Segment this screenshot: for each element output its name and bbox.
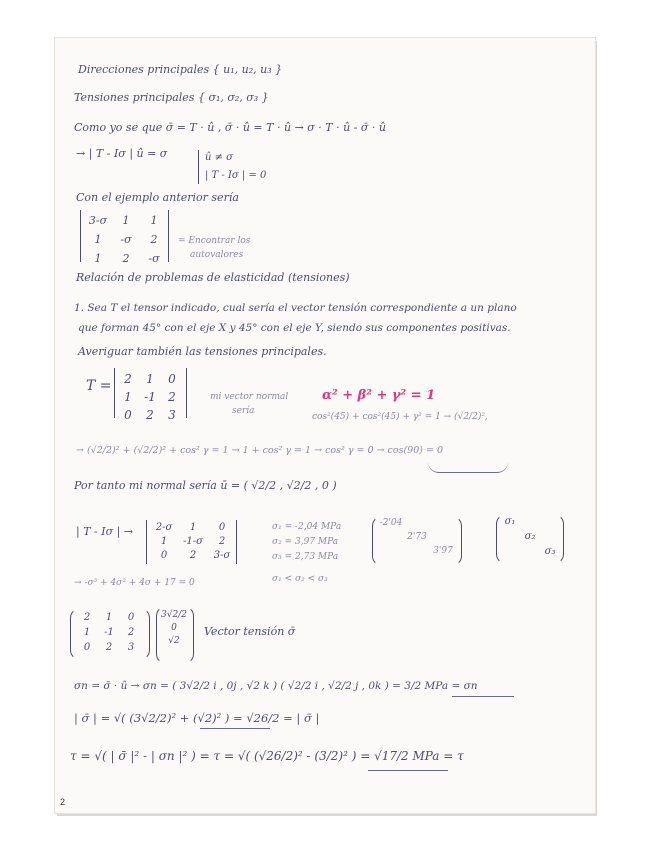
sigma2-value: σ₂ = 3,97 MPa: [272, 537, 339, 547]
matrix-cell: -2'04: [379, 518, 403, 528]
matrix-cell: [404, 546, 430, 556]
matrix-cell: [378, 532, 404, 542]
sigma3-value: σ₃ = 2,73 MPa: [272, 552, 339, 562]
matrix-cell: 3'97: [433, 546, 453, 556]
matrix-cell: 2: [122, 252, 130, 265]
line-det-zero: | T - Iσ | = 0: [205, 170, 267, 181]
det-bar-left: [146, 520, 147, 564]
result-vector: [160, 610, 188, 646]
matrix-cell: 0: [124, 408, 132, 422]
normal-derivation: → (√2/2)² + (√2/2)² + cos² γ = 1 → 1 + cos² γ = 1 → cos² γ = 0 → cos(90) = 0: [76, 445, 444, 456]
note-vector-normal: mi vector normal: [210, 392, 289, 402]
matrix-cell: 2: [150, 233, 158, 246]
underline-tau: [368, 770, 448, 771]
characteristic-matrix: [150, 522, 236, 561]
matrix-cell: 2: [105, 642, 113, 653]
product-matrix: [76, 612, 142, 653]
note-encontrar: = Encontrar los: [178, 236, 251, 246]
matrix-cell: 3-σ: [88, 214, 108, 227]
underline-magnitude: [200, 728, 270, 729]
section-heading: Relación de problemas de elasticidad (tensiones): [76, 271, 350, 284]
matrix-cell: [540, 516, 560, 527]
matrix-cell: [520, 546, 540, 557]
matrix-cell: 2'73: [407, 532, 427, 542]
matrix-cell: [430, 518, 456, 528]
vector-cell: 0: [171, 623, 177, 633]
line-como-yo-se: Como yo se que σ̄ = T · û , σ̄ · û = T · û → σ · T · û - σ̄ · û: [74, 121, 386, 134]
matrix-cell: 0: [218, 522, 226, 533]
line-principal-directions: Direcciones principales { u₁, u₂, u₃ }: [78, 63, 283, 76]
matrix-cell: 1: [150, 214, 158, 227]
sigma1-value: σ₁ = -2,04 MPa: [272, 522, 342, 532]
brace: [198, 150, 199, 184]
characteristic-det: | T - Iσ | →: [76, 525, 134, 538]
stress-magnitude-eq: | σ̄ | = √( (3√2/2)² + (√2)² ) = √26/2 = | σ̄ |: [74, 711, 320, 725]
matrix-cell: 2: [218, 536, 226, 547]
matrix-cell: 3: [168, 408, 176, 422]
line-principal-tensions: Tensiones principales { σ₁, σ₂, σ₃ }: [74, 91, 269, 104]
matrix-cell: [540, 531, 560, 542]
matrix-cell: 1: [146, 372, 154, 386]
normal-stress-eq: σn = σ̄ · û → σn = ( 3√2/2 i , 0j , √2 k ) ( √2/2 i , √2/2 j , 0k ) = 3/2 MPa = σn: [74, 680, 478, 692]
cubic-equation: → -σ³ + 4σ² + 4σ + 17 = 0: [74, 578, 195, 588]
matrix-cell: 2: [189, 550, 197, 561]
underline-cos: [428, 462, 508, 473]
t-label: T =: [86, 378, 112, 394]
matrix-cell: -1-σ: [183, 536, 203, 547]
eigen-matrix: [84, 214, 168, 265]
matrix-cell: 2: [124, 372, 132, 386]
matrix-cell: σ₁: [504, 516, 516, 527]
direction-cosines-eq: α² + β² + γ² = 1: [322, 388, 436, 403]
matrix-cell: 2: [168, 390, 176, 404]
vector-cell: √2: [168, 636, 180, 646]
problem-line-3: Averiguar también las tensiones principales.: [78, 345, 327, 358]
note-autovalores: autovalores: [190, 250, 244, 260]
t-bar-left: [114, 368, 115, 418]
matrix-cell: [500, 531, 520, 542]
matrix-cell: 3: [127, 642, 135, 653]
page-number: 2: [60, 797, 66, 807]
matrix-cell: -σ: [148, 252, 160, 265]
matrix-cell: [500, 546, 520, 557]
problem-line-2: que forman 45° con el eje X y 45° con el eje Y, siendo sus componentes positivas.: [78, 322, 511, 334]
matrix-cell: 1: [94, 252, 102, 265]
line-u-not-zero: û ≠ σ: [205, 152, 234, 163]
matrix-cell: 0: [160, 550, 168, 561]
matrix-cell: σ₂: [524, 531, 536, 542]
line-ejemplo: Con el ejemplo anterior sería: [76, 191, 239, 204]
matrix-cell: [378, 546, 404, 556]
det-bar-right: [236, 520, 237, 564]
normal-result: Por tanto mi normal sería ū = ( √2/2 , √2/2 , 0 ): [74, 479, 337, 492]
matrix-cell: 0: [168, 372, 176, 386]
matrix-cell: [404, 518, 430, 528]
matrix-cell: 1: [94, 233, 102, 246]
tensor-matrix: [117, 372, 183, 422]
matrix-cell: 2: [146, 408, 154, 422]
matrix-bar-right: [168, 210, 169, 262]
underline-sigma-n: [452, 696, 514, 697]
matrix-cell: 3-σ: [213, 550, 231, 561]
sigma-matrix: [500, 516, 560, 557]
matrix-cell: 1: [189, 522, 197, 533]
matrix-cell: 1: [124, 390, 132, 404]
matrix-cell: -1: [144, 390, 156, 404]
matrix-cell: 2: [83, 612, 91, 623]
matrix-cell: σ₃: [544, 546, 556, 557]
shear-stress-eq: τ = √( | σ̄ |² - | σn |² ) = τ = √( (√26/2)² - (3/2)² ) = √17/2 MPa = τ: [70, 749, 464, 763]
matrix-cell: 1: [160, 536, 168, 547]
matrix-cell: 1: [83, 627, 91, 638]
problem-line-1: 1. Sea T el tensor indicado, cual sería el vector tensión correspondiente a un plano: [74, 302, 517, 314]
matrix-cell: [520, 516, 540, 527]
matrix-cell: 1: [105, 612, 113, 623]
matrix-cell: -σ: [120, 233, 132, 246]
cos-eq: cos²(45) + cos²(45) + γ² = 1 → (√2/2)²,: [312, 412, 488, 422]
note-seria: sería: [232, 406, 255, 416]
vector-cell: 3√2/2: [161, 610, 187, 620]
diag-matrix: [378, 518, 456, 556]
matrix-cell: 1: [122, 214, 130, 227]
vector-tension-label: Vector tensión σ̄: [204, 625, 296, 638]
line-determinant-eq: → | T - Iσ | û = σ: [76, 147, 168, 160]
matrix-cell: 2: [127, 627, 135, 638]
matrix-bar-left: [80, 210, 81, 262]
matrix-cell: 0: [83, 642, 91, 653]
matrix-cell: -1: [104, 627, 114, 638]
sigma-order: σ₁ < σ₂ < σ₃: [272, 574, 328, 584]
t-bar-right: [186, 368, 187, 418]
matrix-cell: 2-σ: [155, 522, 173, 533]
matrix-cell: [430, 532, 456, 542]
matrix-cell: 0: [127, 612, 135, 623]
